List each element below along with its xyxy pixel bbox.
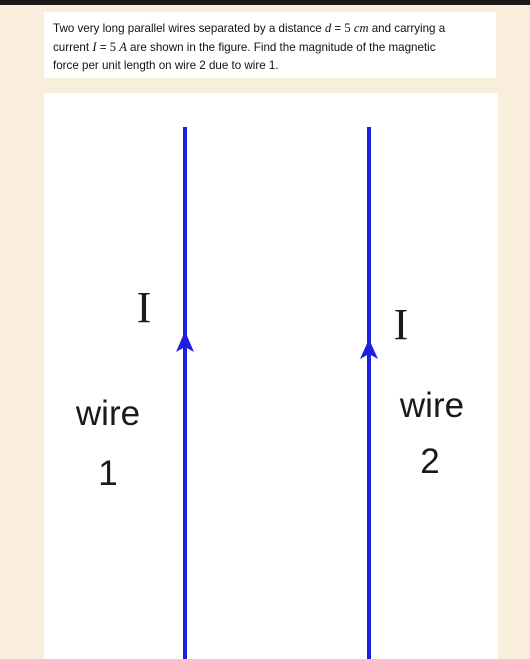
question-text: Two very long parallel wires separated by a distance bbox=[53, 22, 325, 35]
wires-diagram bbox=[44, 93, 498, 659]
question-line-1 bbox=[53, 19, 488, 38]
wire-1-number-label: 1 bbox=[98, 454, 118, 493]
question-text: and carrying a bbox=[368, 22, 446, 35]
question-line-3: force per unit length on wire 2 due to wire 1. bbox=[53, 59, 279, 72]
distance-symbol: d bbox=[324, 21, 332, 35]
current-unit: A bbox=[119, 40, 127, 54]
equals-sign: = bbox=[331, 22, 345, 35]
equals-sign: = bbox=[96, 41, 110, 54]
current-symbol: I bbox=[92, 40, 97, 54]
distance-unit: cm bbox=[353, 21, 369, 35]
parallel-wires-figure bbox=[44, 93, 498, 659]
question-text: are shown in the figure. Find the magnitude of the magnetic bbox=[126, 41, 436, 54]
wire-2-name-label: wire bbox=[399, 386, 465, 425]
question-text-box bbox=[44, 12, 496, 78]
wire-2-current-label: I bbox=[393, 300, 409, 349]
wire-1-current-label: I bbox=[136, 283, 152, 332]
wire-1-name-label: wire bbox=[75, 394, 141, 433]
distance-value: 5 bbox=[344, 21, 351, 35]
question-text: current bbox=[53, 41, 93, 54]
wire-2-number-label: 2 bbox=[420, 442, 440, 481]
current-value: 5 bbox=[109, 40, 116, 54]
question-line-2 bbox=[53, 38, 488, 57]
